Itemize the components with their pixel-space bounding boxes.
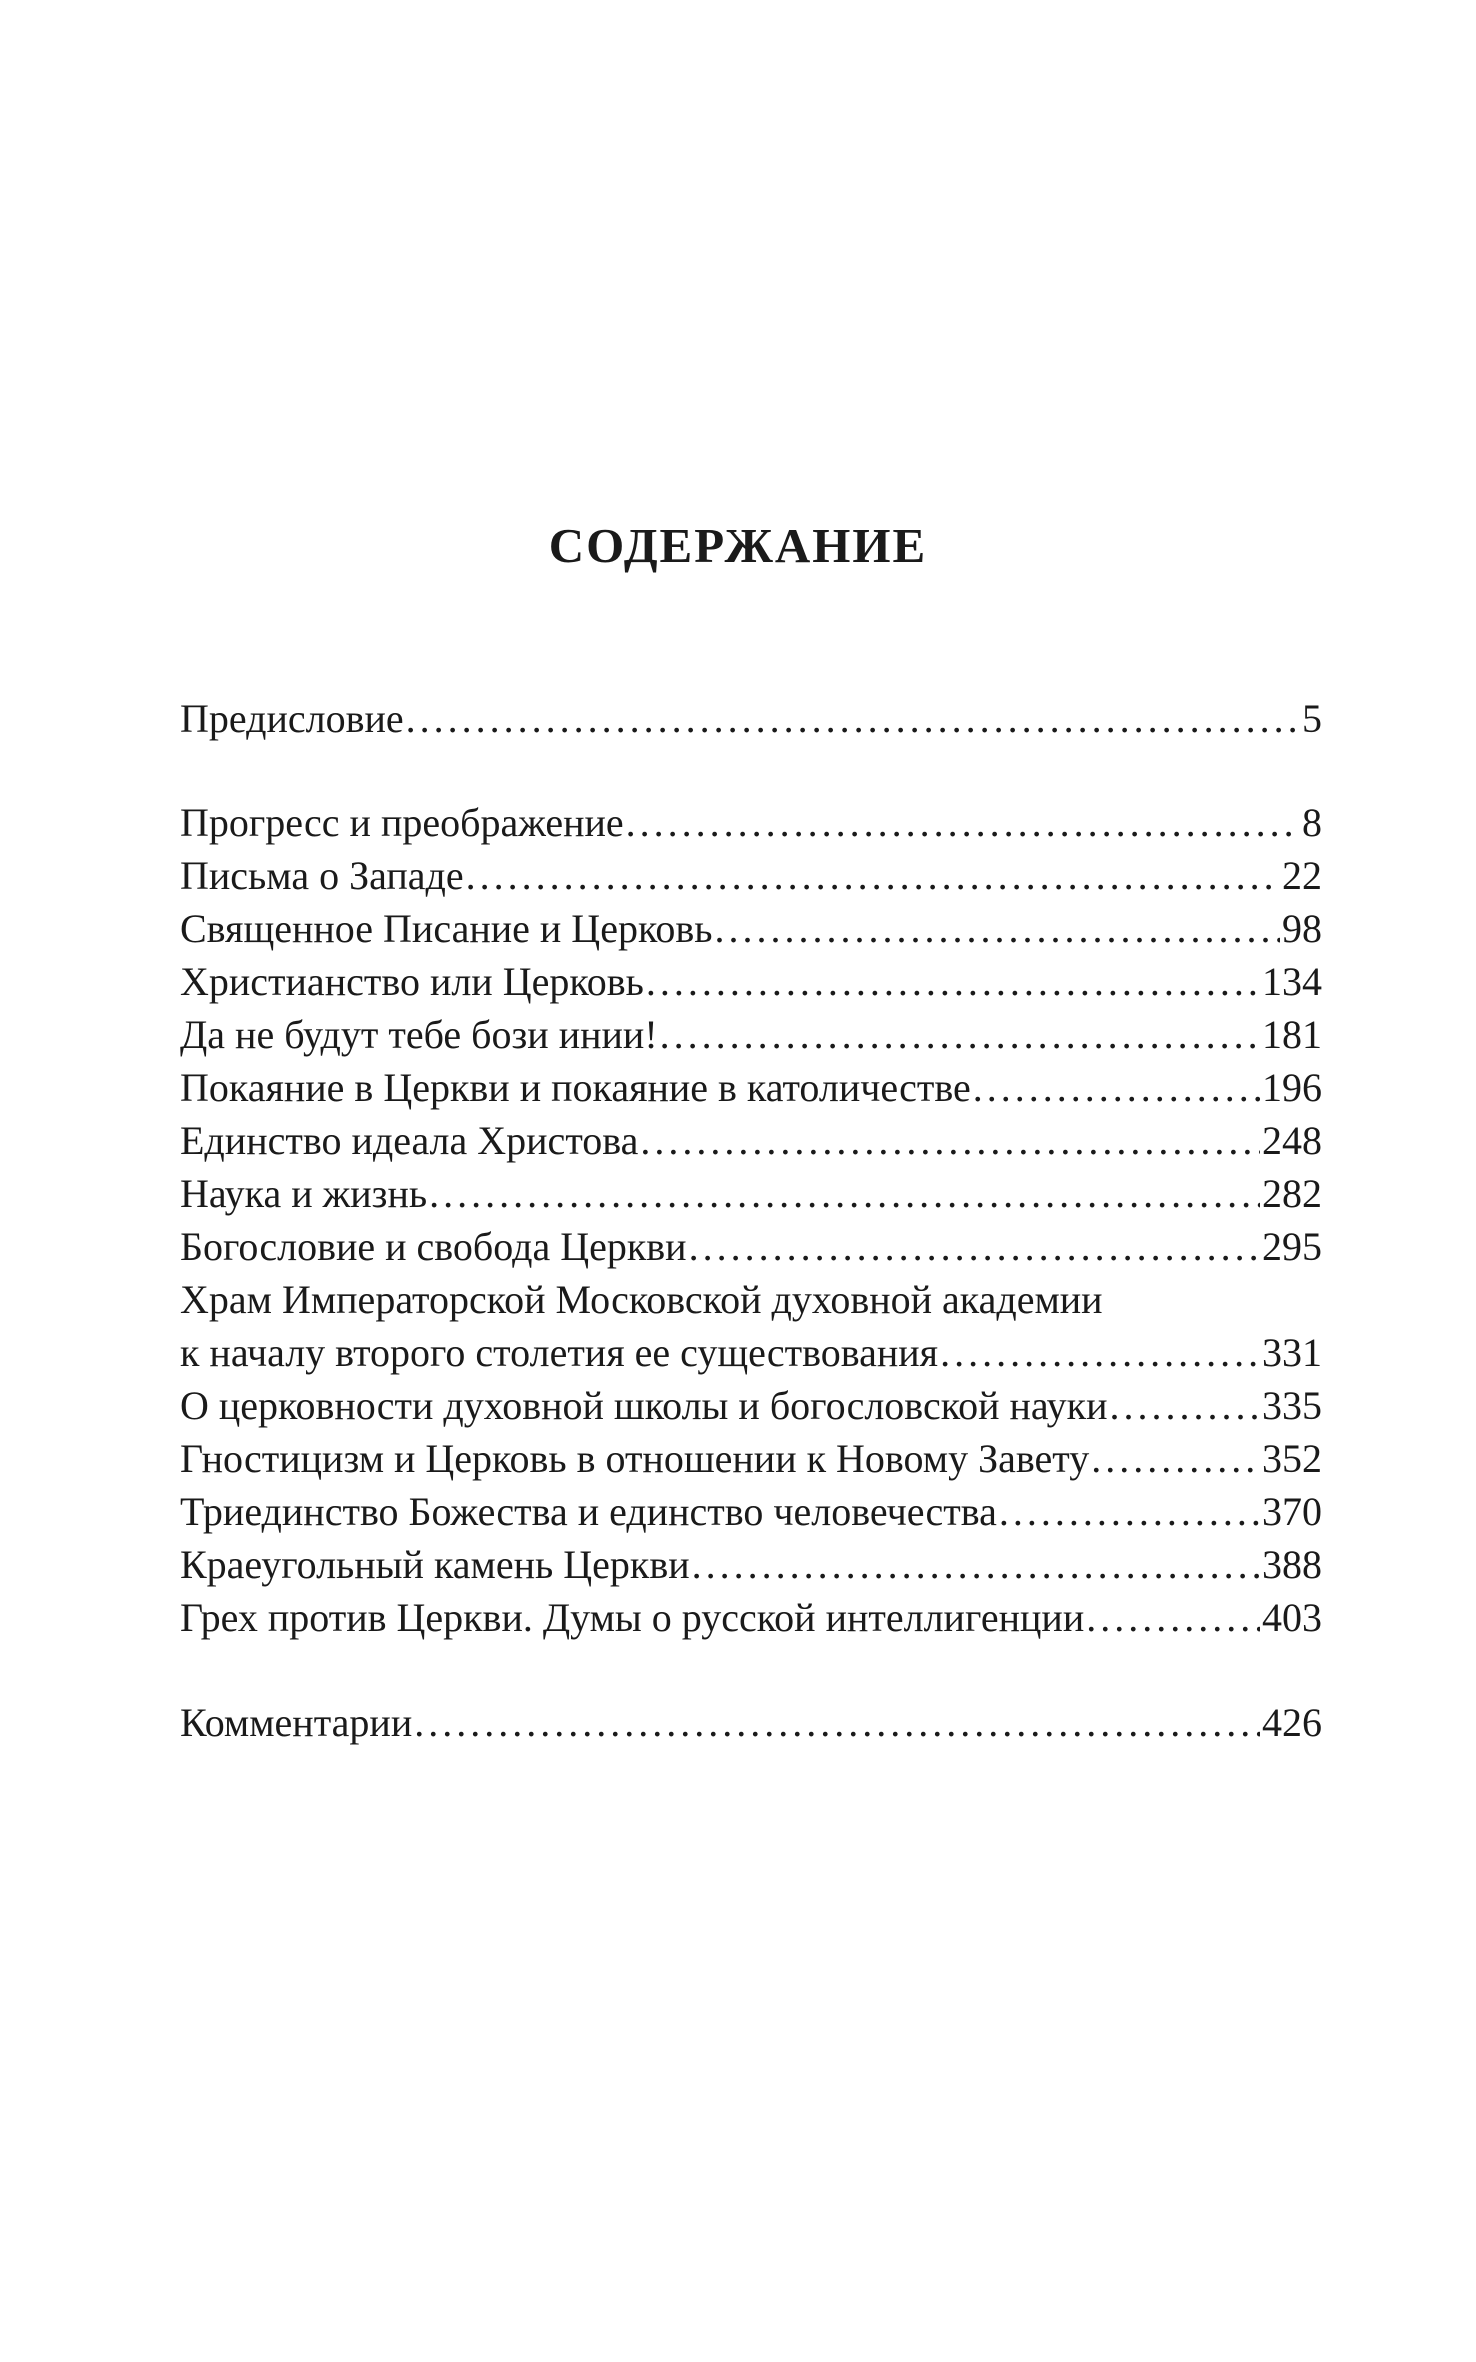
dot-leader <box>406 693 1300 745</box>
toc-entry-title: Грех против Церкви. Думы о русской интеллигенции <box>180 1595 1085 1640</box>
toc-entry-page: 426 <box>1262 1700 1322 1745</box>
toc-entry-title: Триединство Божества и единство человечества <box>180 1489 997 1534</box>
dot-leader <box>660 1009 1260 1061</box>
toc-entry <box>180 1380 1322 1432</box>
toc-entry-title: Да не будут тебе бози инии! <box>180 1012 658 1057</box>
toc-entry-page: 403 <box>1262 1595 1322 1640</box>
toc-entry <box>180 1115 1322 1167</box>
toc-entry <box>180 1486 1322 1538</box>
toc-entry-page: 98 <box>1282 906 1322 951</box>
toc-entry-title: О церковности духовной школы и богословской науки <box>180 1383 1108 1428</box>
toc-entry-title-line1: Храм Императорской Московской духовной академии <box>180 1277 1103 1322</box>
toc-entry-title: Прогресс и преображение <box>180 800 624 845</box>
toc-entry <box>180 693 1322 745</box>
dot-leader <box>640 1115 1260 1167</box>
toc-entry <box>180 1697 1322 1749</box>
dot-leader <box>689 1221 1260 1273</box>
dot-leader <box>414 1697 1260 1749</box>
toc-entry-page: 388 <box>1262 1542 1322 1587</box>
toc-entry <box>180 903 1322 955</box>
dot-leader <box>999 1486 1260 1538</box>
dot-leader <box>940 1327 1260 1379</box>
toc-entry-page: 370 <box>1262 1489 1322 1534</box>
dot-leader <box>646 956 1260 1008</box>
toc-entry <box>180 956 1322 1008</box>
toc-entry-title: Письма о Западе <box>180 853 464 898</box>
toc-entry-title: к началу второго столетия ее существования <box>180 1330 939 1375</box>
toc-entry <box>180 1221 1322 1273</box>
toc-entry-page: 331 <box>1262 1330 1322 1375</box>
toc-entry-page: 196 <box>1262 1065 1322 1110</box>
dot-leader <box>692 1539 1260 1591</box>
dot-leader <box>973 1062 1260 1114</box>
dot-leader <box>429 1168 1260 1220</box>
toc-entry-title: Христианство или Церковь <box>180 959 644 1004</box>
toc-entry-title: Покаяние в Церкви и покаяние в католичестве <box>180 1065 971 1110</box>
toc-entry-title: Предисловие <box>180 696 404 741</box>
toc-entry-title: Священное Писание и Церковь <box>180 906 713 951</box>
toc-entry-title: Комментарии <box>180 1700 413 1745</box>
dot-leader <box>714 903 1280 955</box>
toc-entry <box>180 1009 1322 1061</box>
toc-entry-page: 5 <box>1302 696 1322 741</box>
toc-entry-page: 295 <box>1262 1224 1322 1269</box>
toc-entry-title: Единство идеала Христова <box>180 1118 639 1163</box>
toc-entry-page: 282 <box>1262 1171 1322 1216</box>
toc-entry <box>180 1168 1322 1220</box>
toc-entry-page: 8 <box>1302 800 1322 845</box>
toc-entry-title: Краеугольный камень Церкви <box>180 1542 690 1587</box>
toc-entry <box>180 1592 1322 1644</box>
toc-entry <box>180 1062 1322 1114</box>
toc-entry <box>180 850 1322 902</box>
toc-entry-title: Гностицизм и Церковь в отношении к Новому Завету <box>180 1436 1090 1481</box>
toc-entry-title: Богословие и свобода Церкви <box>180 1224 687 1269</box>
dot-leader <box>626 797 1300 849</box>
toc-entry-page: 22 <box>1282 853 1322 898</box>
toc-entry-title: Наука и жизнь <box>180 1171 428 1216</box>
toc-entry <box>180 1433 1322 1485</box>
toc-entry-page: 335 <box>1262 1383 1322 1428</box>
page-title: СОДЕРЖАНИЕ <box>548 518 928 573</box>
dot-leader <box>466 850 1280 902</box>
toc-entry-page: 134 <box>1262 959 1322 1004</box>
dot-leader <box>1109 1380 1260 1432</box>
toc-entry <box>180 797 1322 849</box>
dot-leader <box>1091 1433 1260 1485</box>
toc-entry-page: 248 <box>1262 1118 1322 1163</box>
toc-entry-page: 181 <box>1262 1012 1322 1057</box>
toc-entry <box>180 1327 1322 1379</box>
toc-entry-page: 352 <box>1262 1436 1322 1481</box>
toc-entry <box>180 1539 1322 1591</box>
dot-leader <box>1086 1592 1260 1644</box>
